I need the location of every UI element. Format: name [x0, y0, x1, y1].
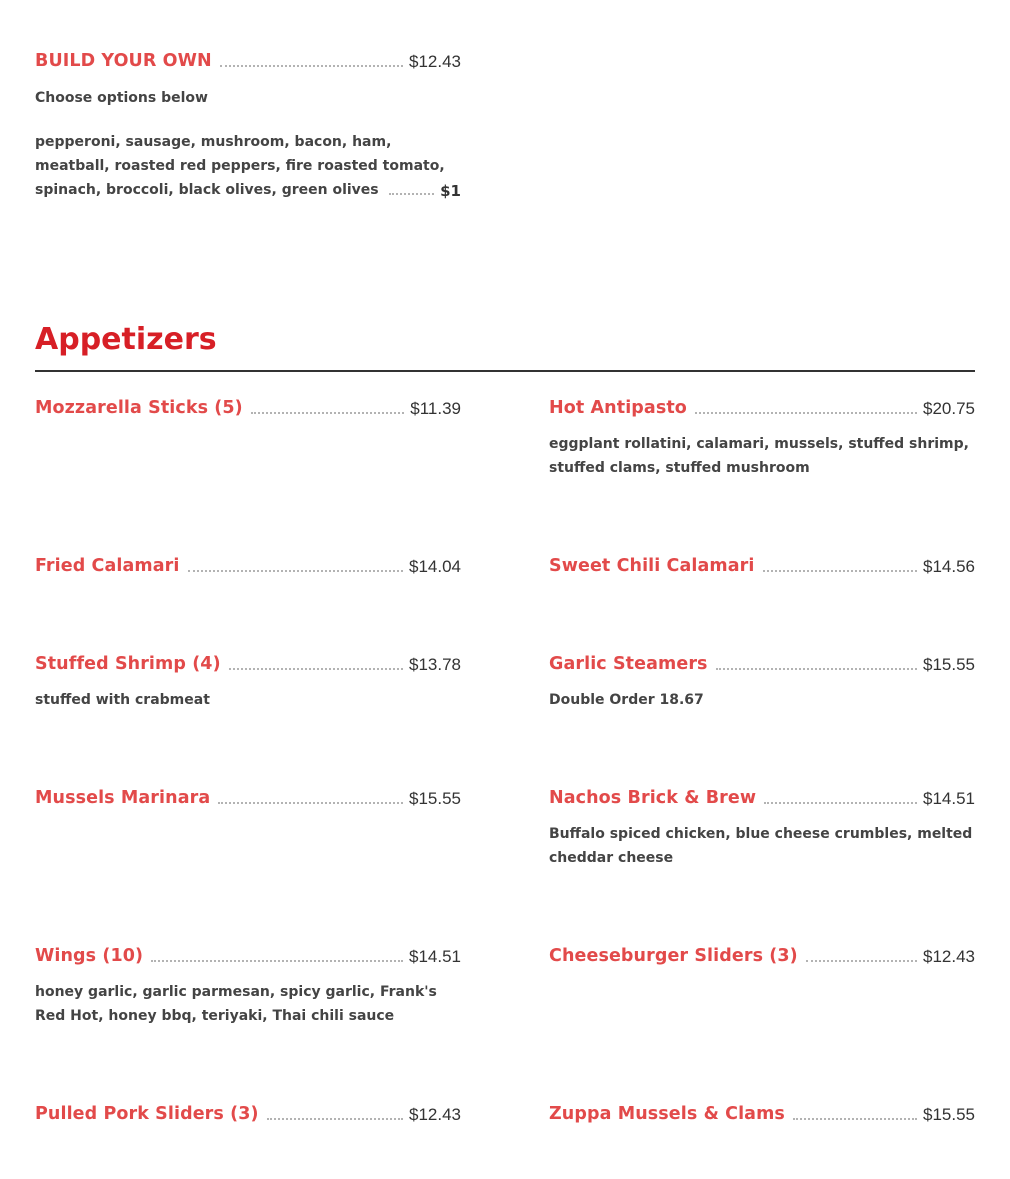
- menu-item-header: [35, 47, 461, 73]
- menu-item-name: Wings (10): [35, 946, 144, 966]
- menu-item-price: $20.75: [923, 399, 975, 418]
- menu-item: [549, 552, 975, 578]
- menu-item-name: Mussels Marinara: [35, 788, 211, 808]
- menu-item-description: honey garlic, garlic parmesan, spicy garlic, Frank's Red Hot, honey bbq, teriyaki, Thai chili sauce: [35, 984, 437, 1024]
- dotted-leader: [188, 570, 404, 572]
- menu-item-price: $15.55: [923, 655, 975, 674]
- menu-item-name: Zuppa Mussels & Clams: [549, 1104, 785, 1124]
- menu-item-name: BUILD YOUR OWN: [35, 51, 212, 71]
- dotted-leader: [695, 412, 917, 414]
- menu-item-price: $15.55: [923, 1105, 975, 1124]
- dotted-leader: [389, 193, 435, 195]
- options-line: spinach, broccoli, black olives, green olives: [35, 182, 379, 198]
- section-title-appetizers: Appetizers: [35, 322, 217, 357]
- menu-item-name: Mozzarella Sticks (5): [35, 398, 243, 418]
- menu-item-price: $12.43: [409, 52, 461, 71]
- menu-item-description: Double Order 18.67: [549, 692, 704, 708]
- menu-item-build-your-own: [35, 47, 461, 110]
- dotted-leader: [267, 1118, 403, 1120]
- dotted-leader: [218, 802, 403, 804]
- section-divider: [35, 370, 975, 372]
- menu-item-subtitle: Choose options below: [35, 90, 208, 106]
- menu-item-price: $11.39: [410, 399, 461, 418]
- menu-item-price: $14.51: [409, 947, 461, 966]
- dotted-leader: [220, 65, 403, 67]
- options-price: $1: [440, 182, 461, 200]
- menu-item: [549, 784, 975, 870]
- menu-item-name: Sweet Chili Calamari: [549, 556, 755, 576]
- menu-item-price: $14.04: [409, 557, 461, 576]
- menu-item: [35, 1100, 461, 1126]
- dotted-leader: [229, 668, 403, 670]
- menu-item-price: $12.43: [409, 1105, 461, 1124]
- dotted-leader: [763, 570, 918, 572]
- menu-item: [35, 650, 461, 712]
- menu-item: [35, 942, 461, 1028]
- menu-item: [549, 394, 975, 480]
- menu-item: [35, 784, 461, 810]
- menu-item-description: eggplant rollatini, calamari, mussels, stuffed shrimp, stuffed clams, stuffed mushroom: [549, 436, 969, 476]
- menu-item-name: Garlic Steamers: [549, 654, 708, 674]
- dotted-leader: [806, 960, 917, 962]
- menu-item-name: Stuffed Shrimp (4): [35, 654, 221, 674]
- dotted-leader: [793, 1118, 917, 1120]
- options-line: pepperoni, sausage, mushroom, bacon, ham,: [35, 134, 392, 150]
- menu-item-price: $14.51: [923, 789, 975, 808]
- menu-item-price: $12.43: [923, 947, 975, 966]
- menu-item: [35, 394, 461, 420]
- menu-item-description: stuffed with crabmeat: [35, 692, 210, 708]
- menu-item: [549, 942, 975, 968]
- menu-item-name: Hot Antipasto: [549, 398, 687, 418]
- menu-item-name: Cheeseburger Sliders (3): [549, 946, 798, 966]
- menu-item-description: Buffalo spiced chicken, blue cheese crumbles, melted cheddar cheese: [549, 826, 973, 866]
- menu-item-name: Fried Calamari: [35, 556, 180, 576]
- menu-item-price: $15.55: [409, 789, 461, 808]
- dotted-leader: [151, 960, 403, 962]
- menu-item-price: $14.56: [923, 557, 975, 576]
- dotted-leader: [251, 412, 404, 414]
- menu-item-name: Pulled Pork Sliders (3): [35, 1104, 259, 1124]
- dotted-leader: [764, 802, 917, 804]
- dotted-leader: [716, 668, 917, 670]
- options-line-with-price: [35, 178, 461, 202]
- menu-item-name: Nachos Brick & Brew: [549, 788, 757, 808]
- options-line: meatball, roasted red peppers, fire roasted tomato,: [35, 158, 445, 174]
- menu-item: [549, 650, 975, 712]
- menu-item: [35, 552, 461, 578]
- menu-item: [549, 1100, 975, 1126]
- options-list: [35, 130, 461, 202]
- menu-item-price: $13.78: [409, 655, 461, 674]
